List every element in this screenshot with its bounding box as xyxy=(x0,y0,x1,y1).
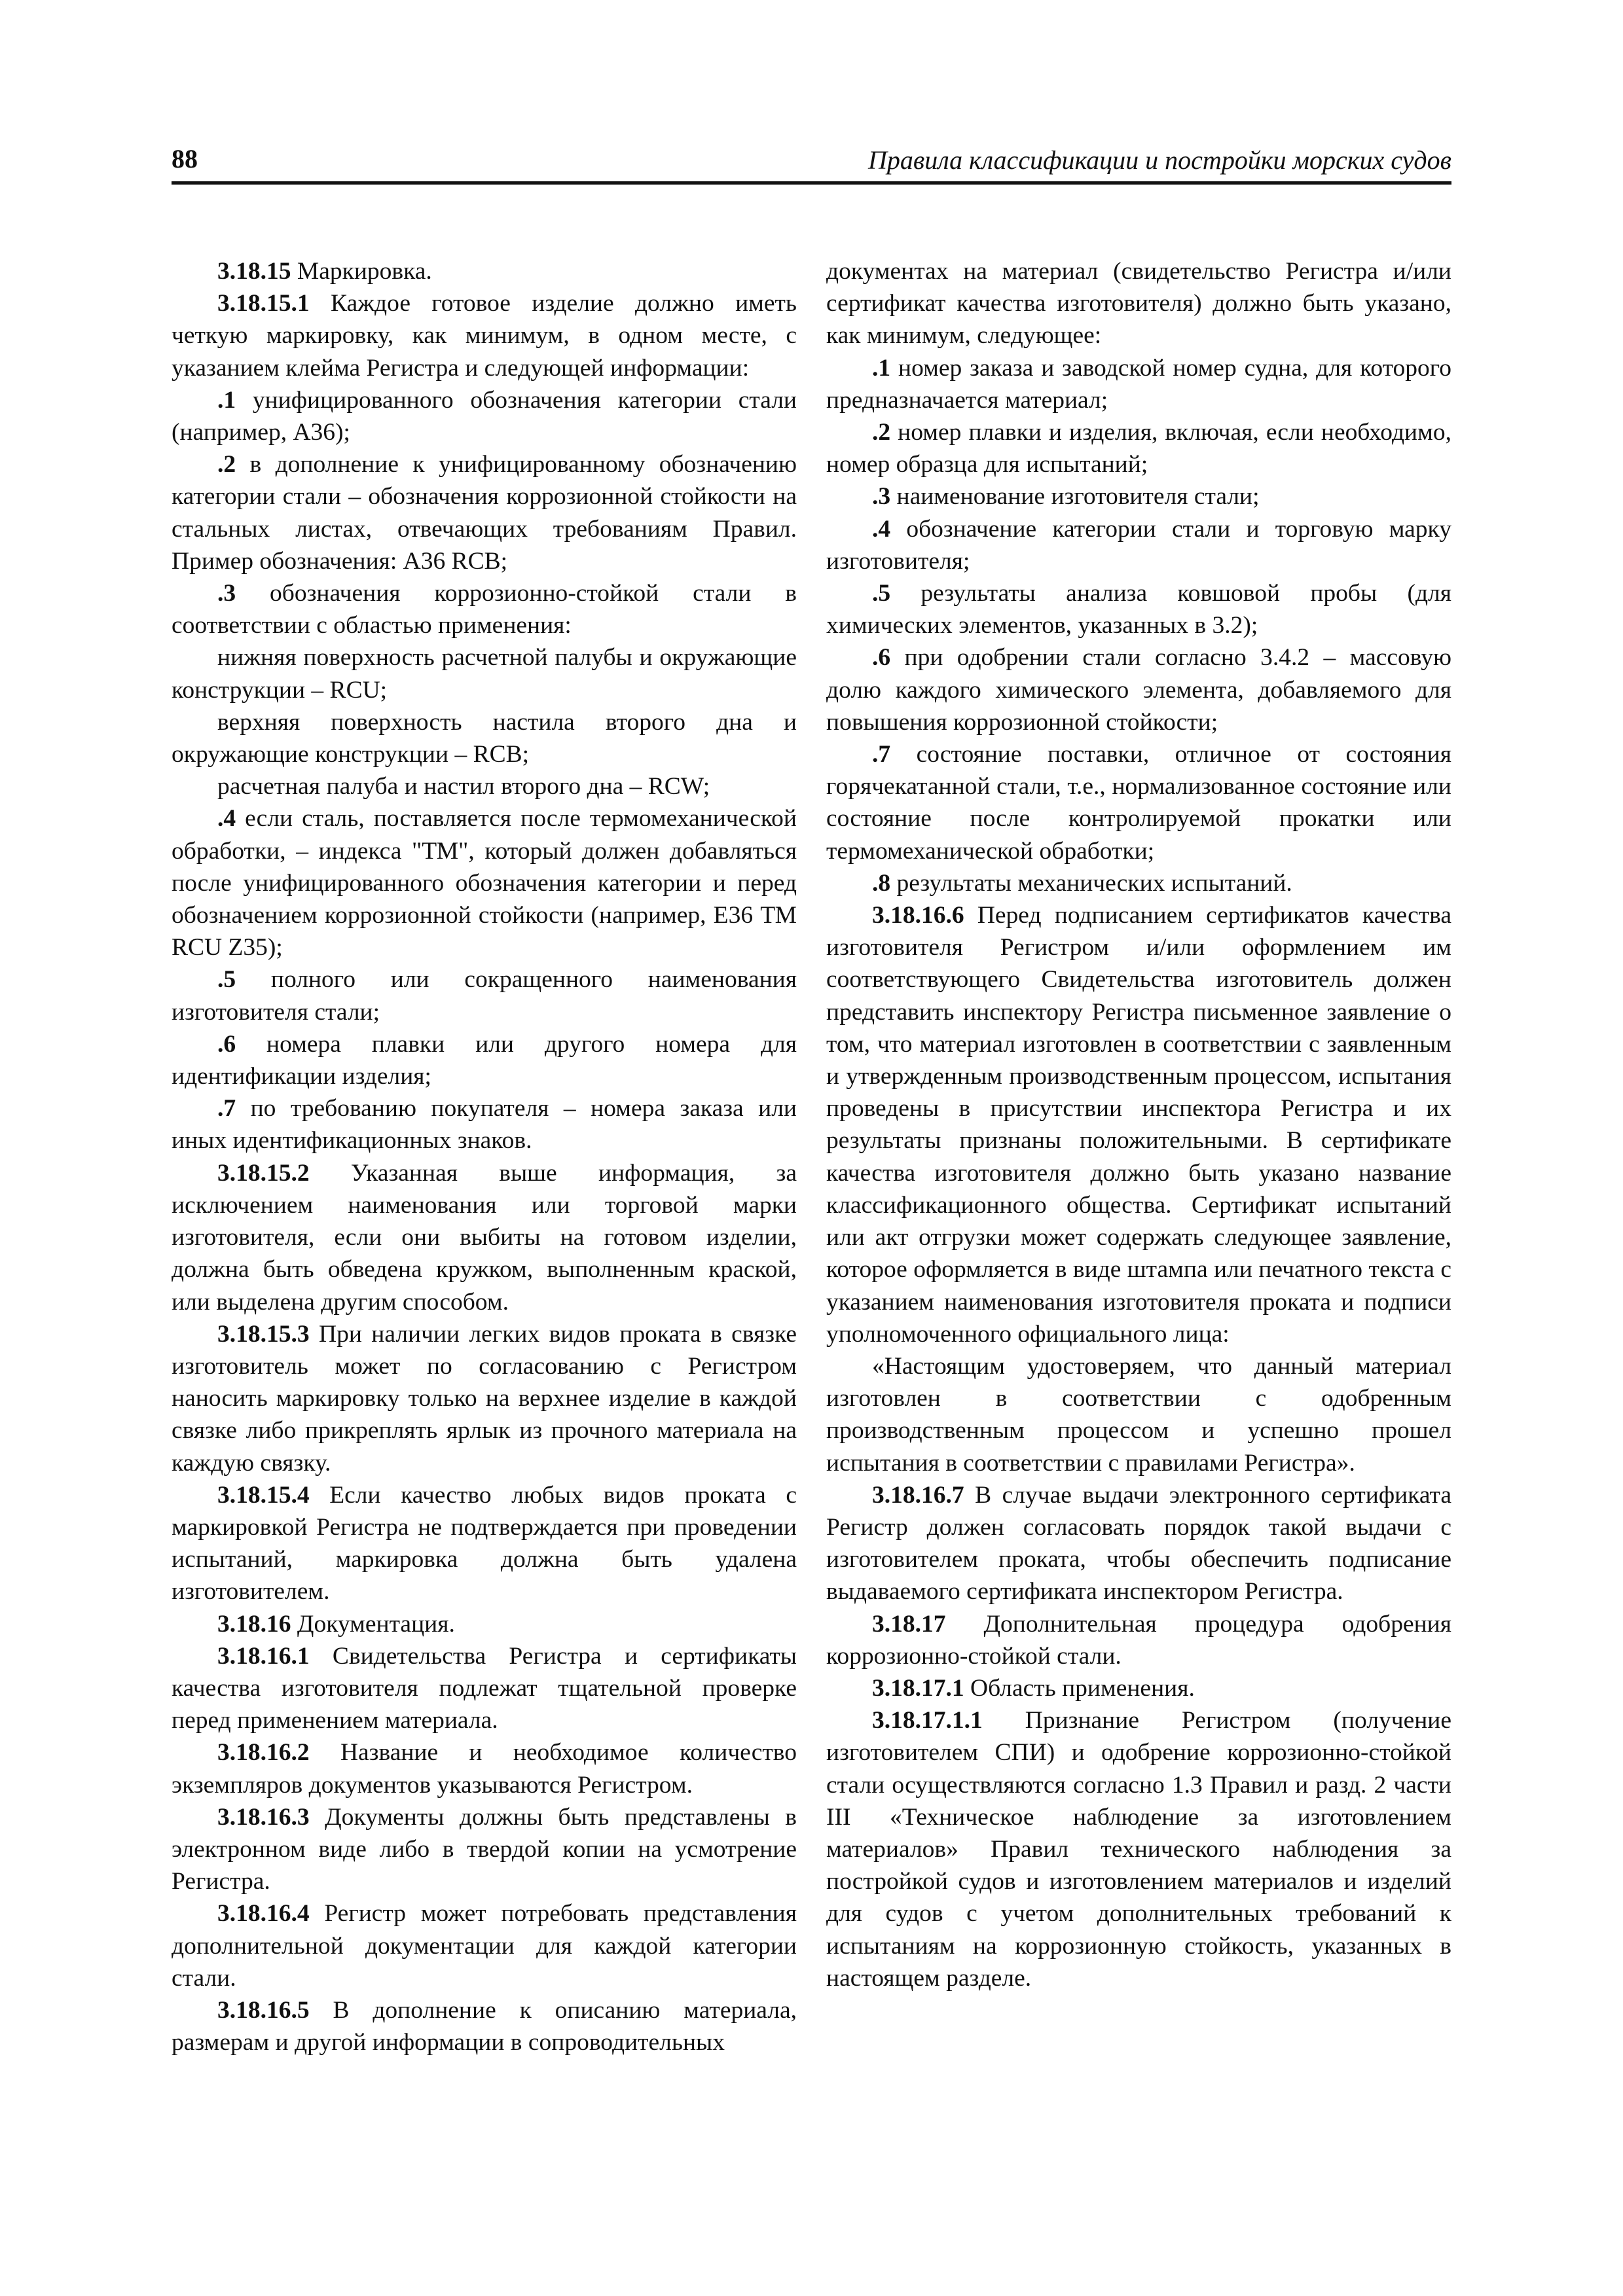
paragraph-text: результаты анализа ковшовой пробы (для химических элементов, указанных в 3.2); xyxy=(826,580,1451,639)
clause-number: .4 xyxy=(217,805,236,833)
paragraph xyxy=(172,1640,797,1737)
clause-number: 3.18.16.6 xyxy=(872,902,964,929)
clause-number: 3.18.16.1 xyxy=(217,1642,310,1670)
paragraph-text: состояние поставки, отличное от состояния горячекатанной стали, т.е., нормализованное состояние или состояние после контролируемой прокатки или термомеханической обработки; xyxy=(826,741,1451,865)
paragraph-text: При наличии легких видов проката в связке изготовитель может по согласованию с Регистром наносить маркировку только на верхнее изделие в каждой связке либо прикреплять ярлык из прочного материала на каждую связку. xyxy=(172,1320,797,1477)
clause-number: .4 xyxy=(872,515,891,543)
paragraph-text: номер плавки и изделия, включая, если необходимо, номер образца для испытаний; xyxy=(826,419,1451,478)
paragraph-text: В случае выдачи электронного сертификата Регистр должен согласовать порядок такой выдачи с изготовителем проката, чтобы обеспечить подписание выдаваемого сертификата инспектором Регистра. xyxy=(826,1481,1451,1605)
paragraph-text: наименование изготовителя стали; xyxy=(890,483,1260,511)
right-column xyxy=(826,255,1451,1994)
paragraph xyxy=(172,1801,797,1898)
paragraph xyxy=(826,1350,1451,1479)
clause-number: 3.18.15.4 xyxy=(217,1481,310,1509)
paragraph xyxy=(826,480,1451,512)
paragraph-text: по требованию покупателя – номера заказа или иных идентификационных знаков. xyxy=(172,1095,797,1155)
paragraph xyxy=(172,255,797,287)
clause-number: .3 xyxy=(217,580,236,607)
clause-number: 3.18.16.5 xyxy=(217,1996,310,2024)
paragraph xyxy=(172,1608,797,1640)
paragraph xyxy=(172,963,797,1028)
paragraph-text: в дополнение к унифицированному обозначению категории стали – обозначения коррозионной стойкости на стальных листах, отвечающих требованиям Правил. Пример обозначения: А36 RCB; xyxy=(172,451,797,575)
paragraph-text: нижняя поверхность расчетной палубы и окружающие конструкции – RCU; xyxy=(172,644,797,704)
paragraph xyxy=(172,384,797,448)
clause-number: 3.18.17.1 xyxy=(872,1674,964,1702)
paragraph-text: Указанная выше информация, за исключением наименования или торговой марки изготовителя, если они выбиты на готовом изделии, должна быть обведена кружком, выполненным краской, или выделена другим способом. xyxy=(172,1159,797,1316)
paragraph-text: верхняя поверхность настила второго дна и окружающие конструкции – RCB; xyxy=(172,708,797,768)
paragraph xyxy=(826,1479,1451,1608)
paragraph xyxy=(172,770,797,802)
page-header xyxy=(172,141,1451,185)
paragraph-text: унифицированного обозначения категории стали (например, А36); xyxy=(172,386,797,446)
paragraph xyxy=(826,255,1451,352)
paragraph xyxy=(826,513,1451,577)
paragraph xyxy=(826,867,1451,899)
paragraph xyxy=(172,1318,797,1479)
paragraph xyxy=(172,1897,797,1994)
paragraph xyxy=(826,1672,1451,1704)
paragraph-text: Область применения. xyxy=(964,1674,1195,1702)
paragraph-text: «Настоящим удостоверяем, что данный материал изготовлен в соответствии с одобренным производственным процессом и успешно прошел испытания в соответствии с правилами Регистра». xyxy=(826,1352,1451,1477)
paragraph xyxy=(826,738,1451,867)
paragraph xyxy=(172,1736,797,1801)
paragraph-text: Маркировка. xyxy=(291,258,432,285)
clause-number: .8 xyxy=(872,869,891,897)
clause-number: .2 xyxy=(872,419,891,446)
paragraph xyxy=(172,802,797,963)
clause-number: .7 xyxy=(217,1095,236,1122)
clause-number: 3.18.15 xyxy=(217,258,291,285)
paragraph xyxy=(826,641,1451,738)
clause-number: .6 xyxy=(872,644,891,672)
paragraph-text: при одобрении стали согласно 3.4.2 – массовую долю каждого химического элемента, добавляемого для повышения коррозионной стойкости; xyxy=(826,644,1451,736)
clause-number: .3 xyxy=(872,483,891,511)
paragraph xyxy=(172,1479,797,1608)
paragraph xyxy=(826,352,1451,416)
clause-number: 3.18.16 xyxy=(217,1610,291,1638)
page-number: 88 xyxy=(172,144,198,173)
running-title: Правила классификации и постройки морских судов xyxy=(867,145,1451,175)
clause-number: .6 xyxy=(217,1030,236,1058)
paragraph xyxy=(172,1994,797,2058)
paragraph-text: Каждое готовое изделие должно иметь четкую маркировку, как минимум, в одном месте, с указанием клейма Регистра и следующей информации: xyxy=(172,290,797,382)
clause-number: 3.18.16.3 xyxy=(217,1803,310,1831)
clause-number: 3.18.15.3 xyxy=(217,1320,310,1348)
paragraph xyxy=(826,1704,1451,1994)
paragraph-text: обозначение категории стали и торговую марку изготовителя; xyxy=(826,515,1451,575)
paragraph-text: полного или сокращенного наименования изготовителя стали; xyxy=(172,966,797,1026)
clause-number: 3.18.15.2 xyxy=(217,1159,310,1187)
clause-number: 3.18.17 xyxy=(872,1610,946,1638)
paragraph xyxy=(172,577,797,641)
clause-number: .1 xyxy=(217,386,236,414)
paragraph-text: номер заказа и заводской номер судна, для которого предназначается материал; xyxy=(826,354,1451,414)
clause-number: 3.18.16.2 xyxy=(217,1739,310,1767)
paragraph-text: номера плавки или другого номера для идентификации изделия; xyxy=(172,1030,797,1090)
clause-number: 3.18.16.4 xyxy=(217,1900,310,1928)
paragraph xyxy=(172,287,797,384)
clause-number: .5 xyxy=(217,966,236,994)
paragraph-text: документах на материал (свидетельство Регистра и/или сертификат качества изготовителя) должно быть указано, как минимум, следующее: xyxy=(826,258,1451,350)
clause-number: 3.18.16.7 xyxy=(872,1481,964,1509)
clause-number: 3.18.15.1 xyxy=(217,290,310,317)
paragraph xyxy=(826,899,1451,1350)
clause-number: .2 xyxy=(217,451,236,478)
clause-number: .7 xyxy=(872,741,891,768)
paragraph xyxy=(172,706,797,770)
paragraph xyxy=(172,641,797,706)
paragraph-text: Дополнительная процедура одобрения коррозионно-стойкой стали. xyxy=(826,1610,1451,1670)
paragraph-text: Если качество любых видов проката с маркировкой Регистра не подтверждается при проведении испытаний, маркировка должна быть удалена изготовителем. xyxy=(172,1481,797,1605)
paragraph-text: Перед подписанием сертификатов качества изготовителя Регистром и/или оформлением им соответствующего Свидетельства изготовитель должен представить инспектору Регистра письменное заявление о том, что материал изготовлен в соответствии с заявленным и утвержденным производственным процессом, испытания проведены в присутствии инспектора Регистра и их результаты признаны положительными. В сертификате качества изготовителя должно быть указано название классификационного общества. Сертификат испытаний или акт отгрузки может содержать следующее заявление, которое оформляется в виде штампа или печатного текста с указанием наименования изготовителя проката и подписи уполномоченного официального лица: xyxy=(826,902,1451,1348)
paragraph-text: Регистр может потребовать представления дополнительной документации для каждой категории стали. xyxy=(172,1900,797,1992)
paragraph xyxy=(826,416,1451,480)
paragraph-text: результаты механических испытаний. xyxy=(890,869,1292,897)
paragraph xyxy=(172,1092,797,1157)
paragraph xyxy=(172,1028,797,1092)
paragraph-text: если сталь, поставляется после термомеханической обработки, – индекса "ТМ", который должен добавляться после унифицированного обозначения категории и перед обозначением коррозионной стойкости (например, Е36 ТМ RCU Z35); xyxy=(172,805,797,961)
left-column xyxy=(172,255,797,2058)
paragraph xyxy=(172,1157,797,1318)
paragraph-text: расчетная палуба и настил второго дна – RCW; xyxy=(217,773,710,800)
paragraph xyxy=(826,1608,1451,1672)
clause-number: 3.18.17.1.1 xyxy=(872,1707,983,1734)
paragraph-text: Признание Регистром (получение изготовителем СПИ) и одобрение коррозионно-стойкой стали осуществляются согласно 1.3 Правил и разд. 2 части III «Техническое наблюдение за изготовлением материалов» Правил технического наблюдения за постройкой судов и изготовлением материалов и изделий для судов с учетом дополнительных требований к испытаниям на коррозионную стойкость, указанных в настоящем разделе. xyxy=(826,1707,1451,1992)
clause-number: .5 xyxy=(872,580,891,607)
paragraph xyxy=(172,448,797,577)
paragraph-text: Документация. xyxy=(291,1610,455,1638)
paragraph-text: обозначения коррозионно-стойкой стали в соответствии с областью применения: xyxy=(172,580,797,639)
paragraph-text: В дополнение к описанию материала, размерам и другой информации в сопроводительных xyxy=(172,1996,797,2056)
paragraph-text: Свидетельства Регистра и сертификаты качества изготовителя подлежат тщательной проверке перед применением материала. xyxy=(172,1642,797,1734)
paragraph-text: Документы должны быть представлены в электронном виде либо в твердой копии на усмотрение Регистра. xyxy=(172,1803,797,1895)
clause-number: .1 xyxy=(872,354,891,382)
paragraph-text: Название и необходимое количество экземпляров документов указываются Регистром. xyxy=(172,1739,797,1799)
paragraph xyxy=(826,577,1451,641)
